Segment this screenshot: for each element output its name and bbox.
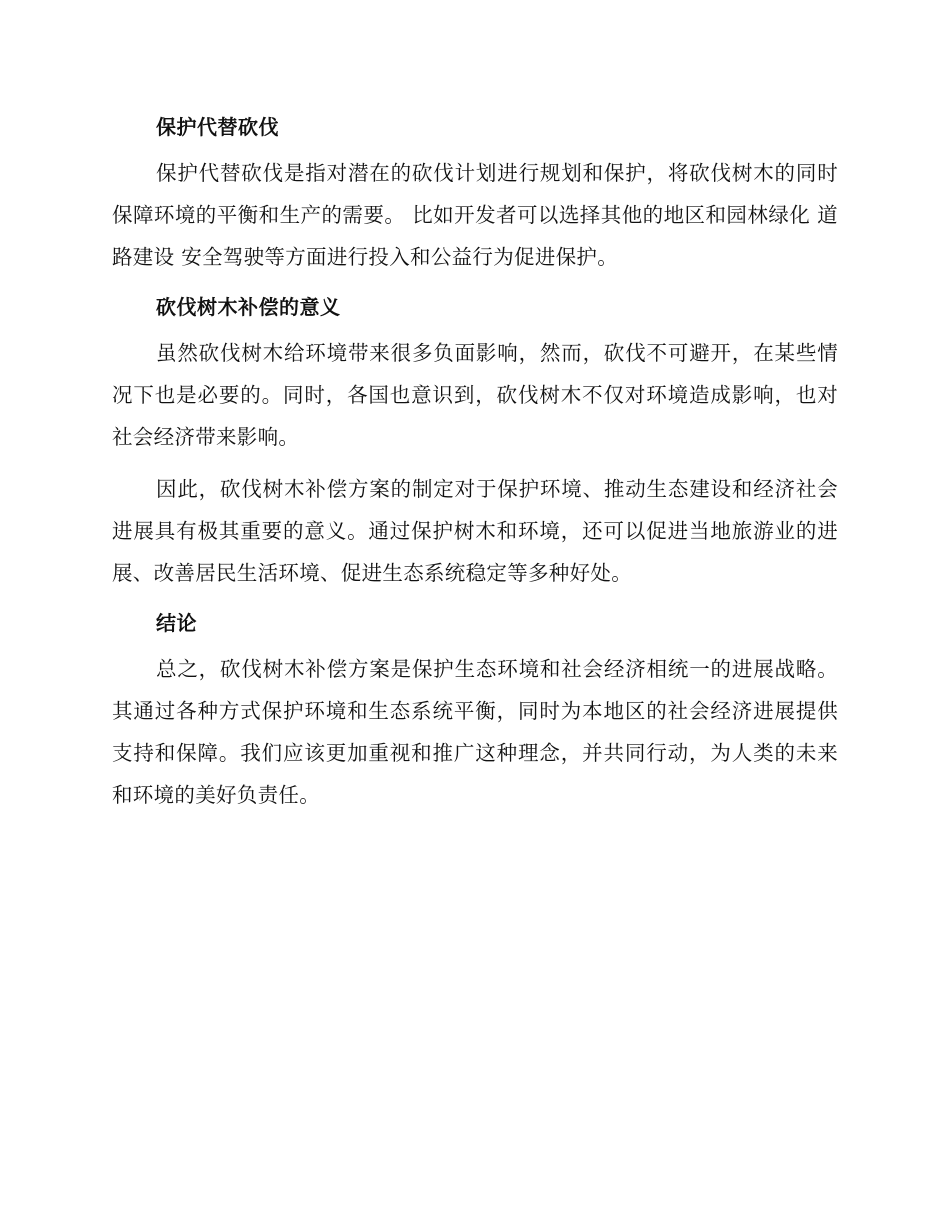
paragraph: 保护代替砍伐是指对潜在的砍伐计划进行规划和保护，将砍伐树木的同时保障环境的平衡和生产的需要。 比如开发者可以选择其他的地区和园林绿化 道路建设 安全驾驶等方面进行投入和公益行为促进保护。 [112, 161, 838, 269]
paragraph: 虽然砍伐树木给环境带来很多负面影响，然而，砍伐不可避开，在某些情况下也是必要的。同时，各国也意识到，砍伐树木不仅对环境造成影响，也对社会经济带来影响。 [112, 341, 838, 449]
document-page [112, 108, 838, 826]
section-conclusion [112, 604, 838, 816]
paragraph: 因此，砍伐树木补偿方案的制定对于保护环境、推动生态建设和经济社会进展具有极其重要的意义。通过保护树木和环境，还可以促进当地旅游业的进展、改善居民生活环境、促进生态系统稳定等多种好处。 [112, 477, 838, 585]
section-heading: 砍伐树木补偿的意义 [156, 295, 341, 319]
paragraph: 总之，砍伐树木补偿方案是保护生态环境和社会经济相统一的进展战略。其通过各种方式保护环境和生态系统平衡，同时为本地区的社会经济进展提供支持和保障。我们应该更加重视和推广这种理念，并共同行动，为人类的未来和环境的美好负责任。 [112, 657, 838, 807]
section-heading: 结论 [156, 611, 197, 635]
section-heading: 保护代替砍伐 [156, 115, 279, 139]
section-significance-of-compensation [112, 288, 838, 594]
section-protection-instead-of-logging [112, 108, 838, 278]
